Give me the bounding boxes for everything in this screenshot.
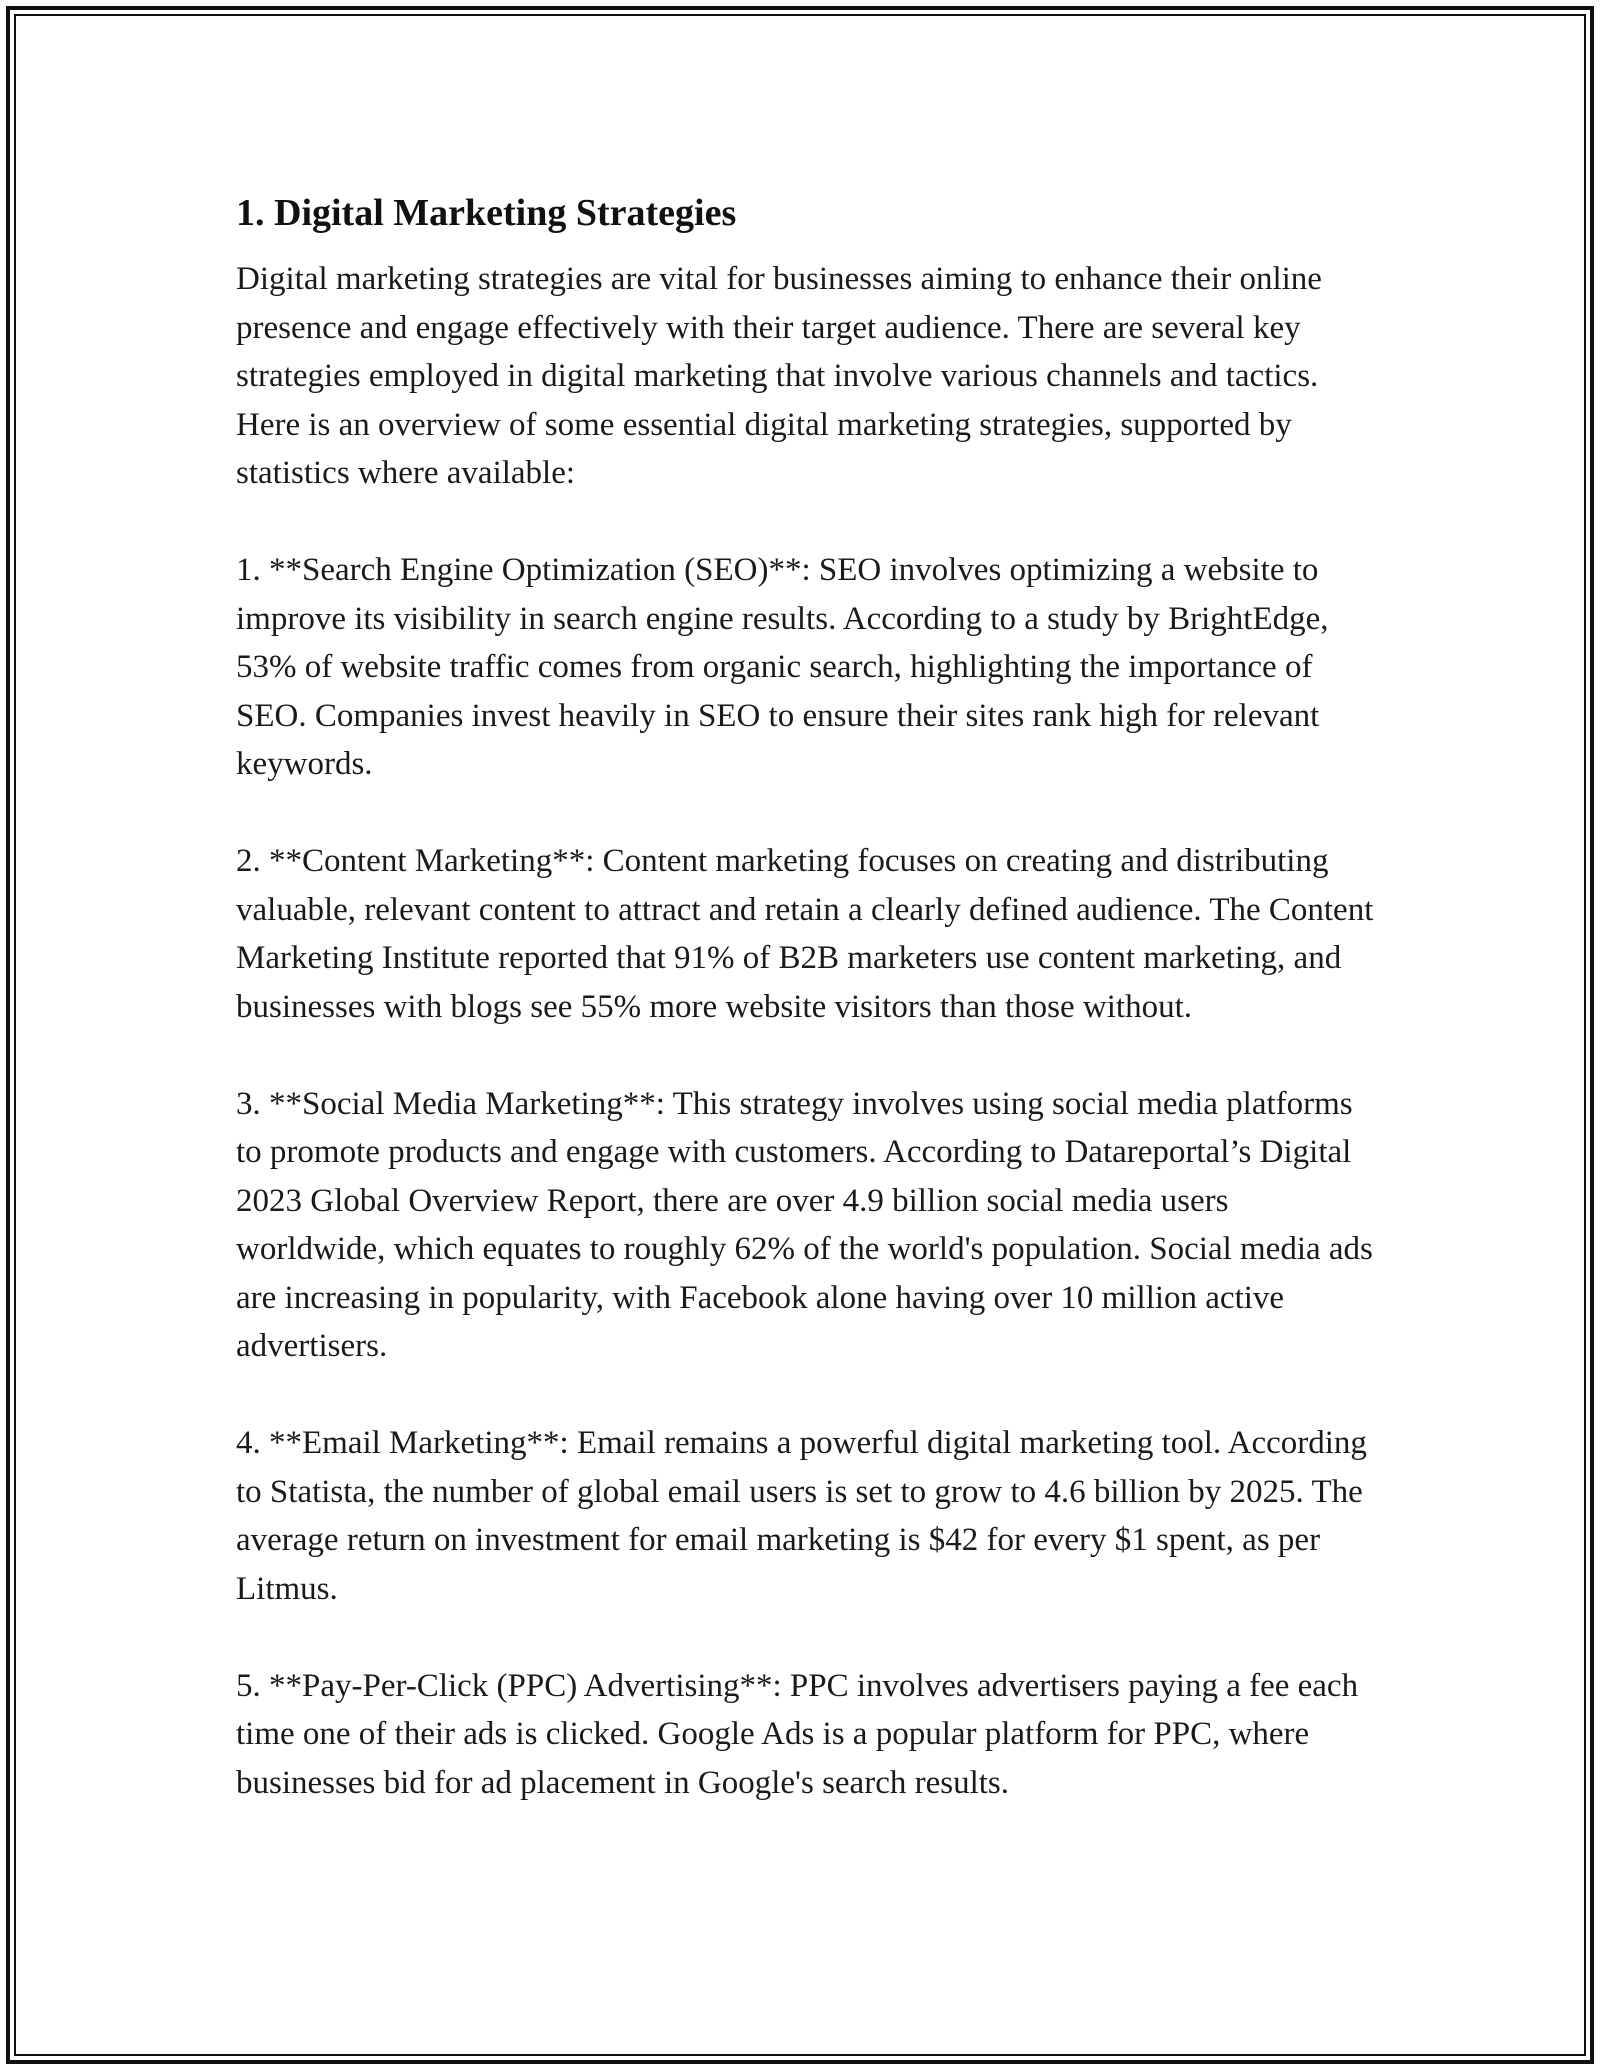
content-marketing-paragraph: 2. **Content Marketing**: Content marketing focuses on creating and distributing valuable, relevant content to attract and retain a clearly defined audience. The Content Marketing Institute reported that 91% of B2B marketers use content marketing, and businesses with blogs see 55% more website visitors than those without. (236, 843, 1374, 1025)
email-marketing-paragraph: 4. **Email Marketing**: Email remains a powerful digital marketing tool. According to Statista, the number of global email users is set to grow to 4.6 billion by 2025. The average return on investment for email marketing is $42 for every $1 spent, as per Litmus. (236, 1425, 1367, 1607)
section-heading: 1. Digital Marketing Strategies (236, 192, 737, 234)
seo-paragraph: 1. **Search Engine Optimization (SEO)**: SEO involves optimizing a website to improve its visibility in search engine results. According to a study by BrightEdge, 53% of website traffic comes from organic search, highlighting the importance of SEO. Companies invest heavily in SEO to ensure their sites rank high for relevant keywords. (236, 552, 1329, 782)
intro-paragraph: Digital marketing strategies are vital for businesses aiming to enhance their online presence and engage effectively with their target audience. There are several key strategies employed in digital marketing that involve various channels and tactics. Here is an overview of some essential digital marketing strategies, supported by statistics where available: (236, 261, 1322, 491)
social-media-paragraph: 3. **Social Media Marketing**: This strategy involves using social media platforms to promote products and engage with customers. According to Datareportal’s Digital 2023 Global Overview Report, there are over 4.9 billion social media users worldwide, which equates to roughly 62% of the world's population. Social media ads are increasing in popularity, with Facebook alone having over 10 million active advertisers. (236, 1085, 1373, 1364)
ppc-paragraph: 5. **Pay-Per-Click (PPC) Advertising**: PPC involves advertisers paying a fee each time one of their ads is clicked. Google Ads is a popular platform for PPC, where businesses bid for ad placement in Google's search results. (236, 1667, 1359, 1801)
document-body (236, 185, 1386, 1856)
